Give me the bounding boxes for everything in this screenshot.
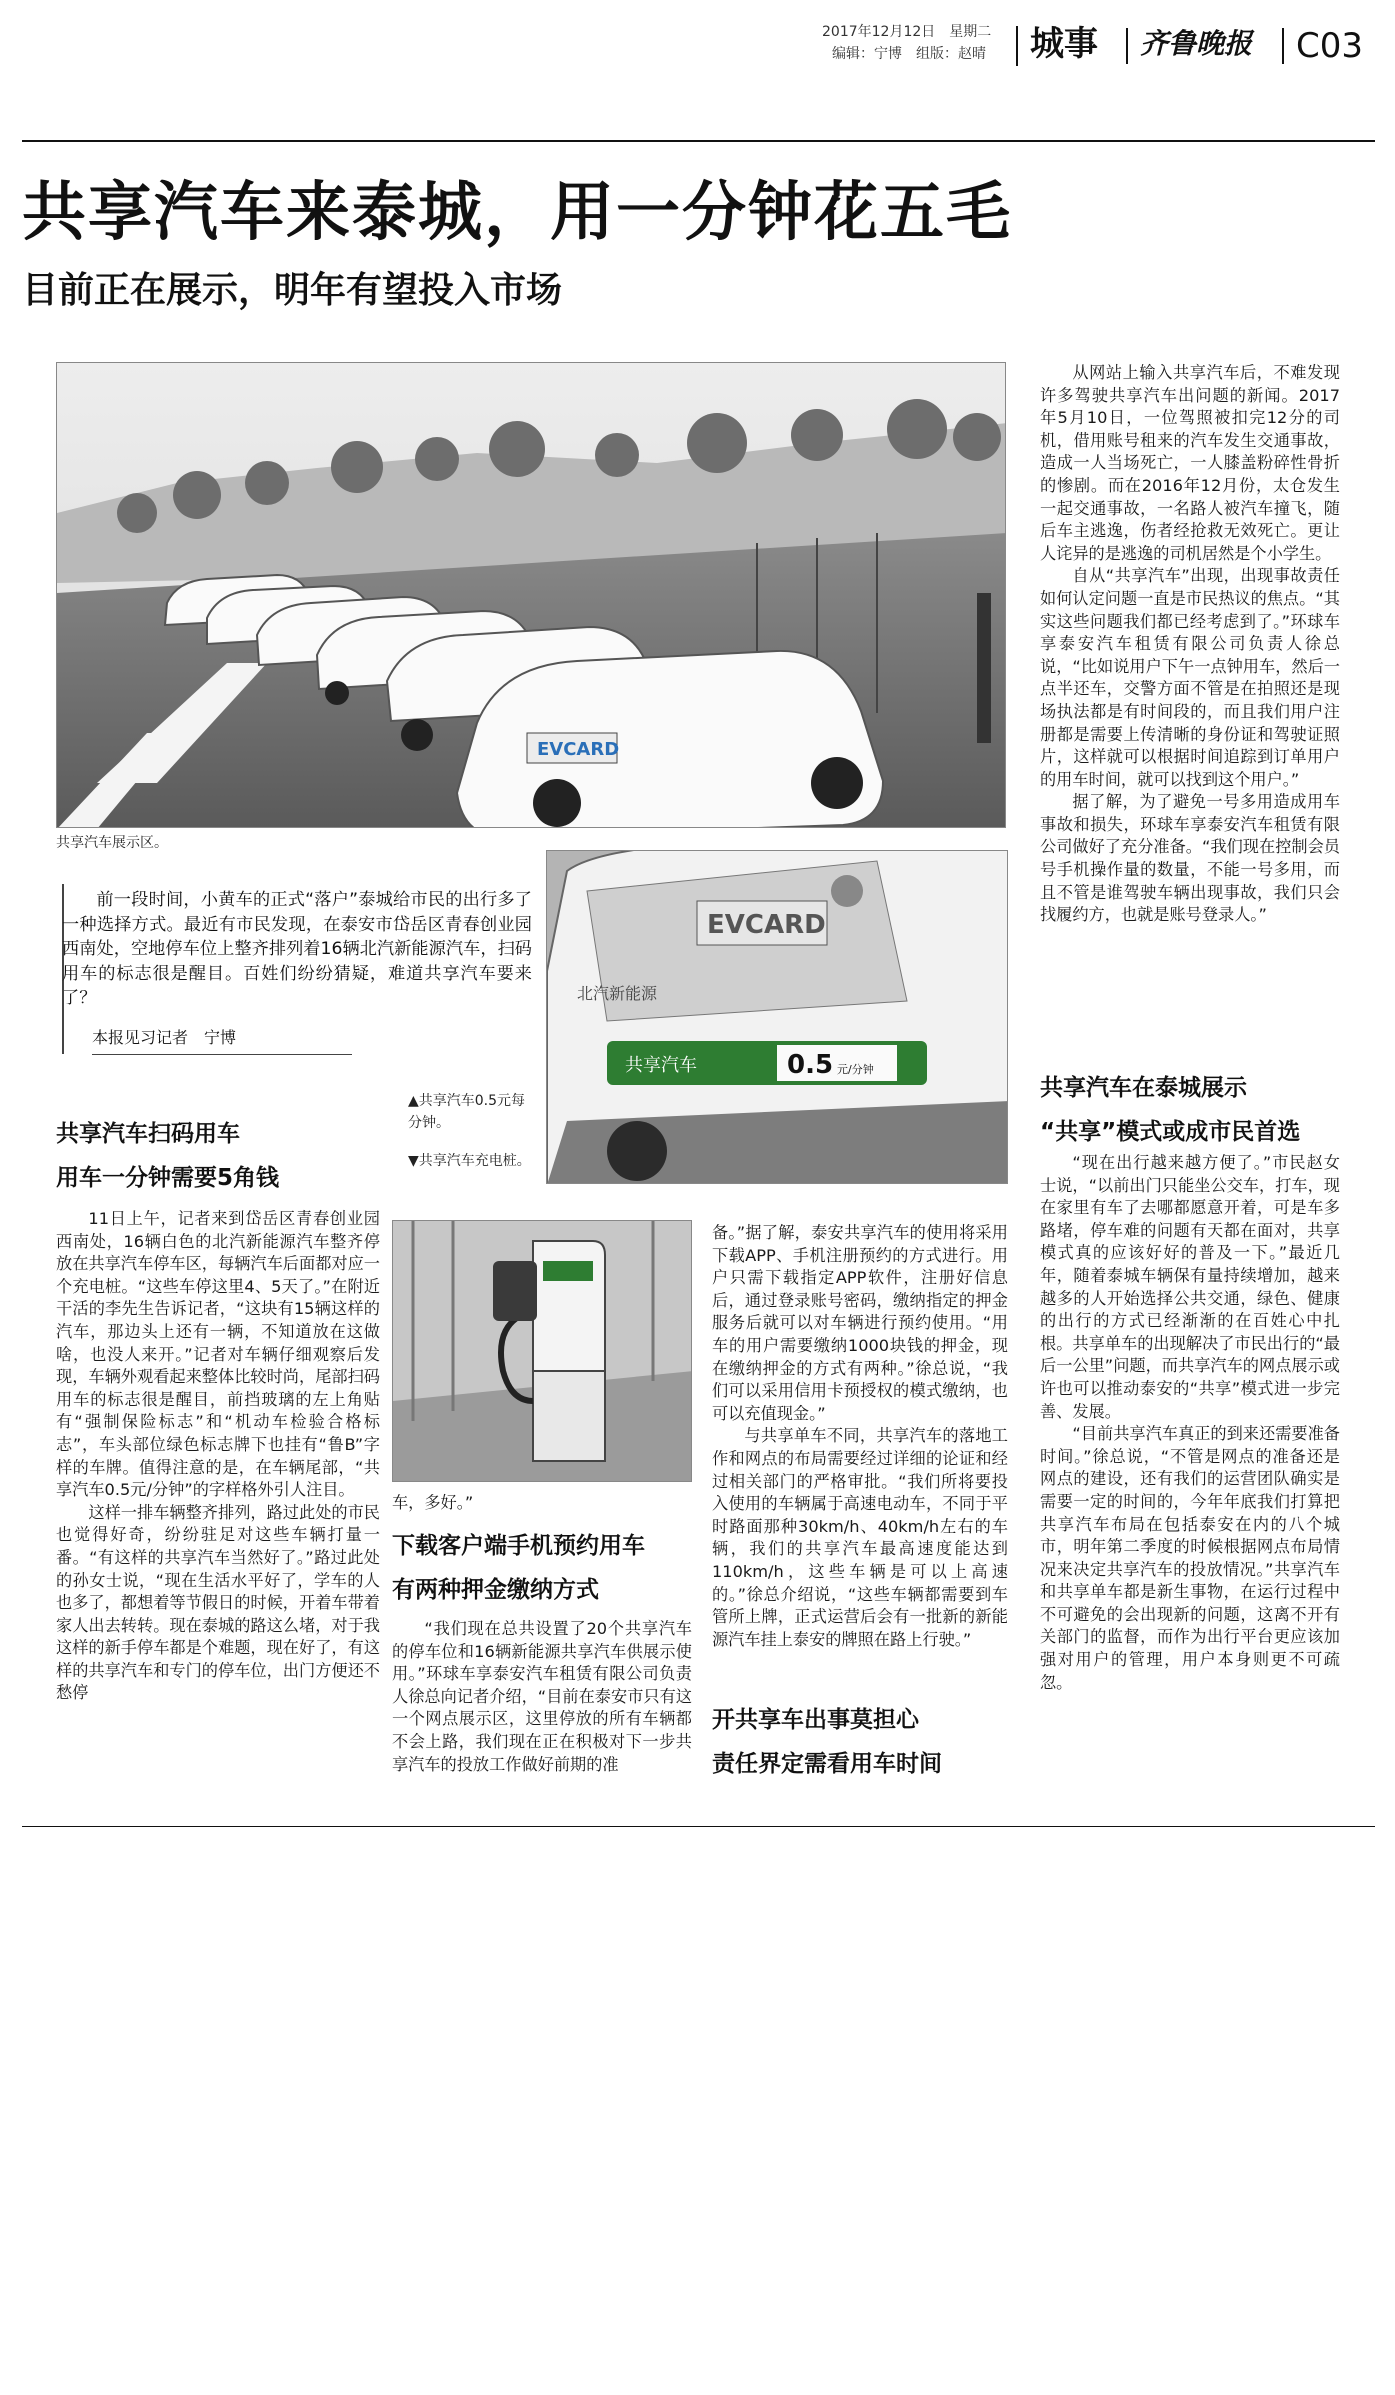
header-divider bbox=[1126, 28, 1128, 64]
section1-title-line1: 共享汽车扫码用车 bbox=[56, 1121, 240, 1147]
column-2 bbox=[392, 1492, 692, 1515]
intro-text bbox=[62, 888, 532, 1011]
section4-title-line2: “共享”模式或成市民首选 bbox=[1040, 1119, 1301, 1145]
headline: 共享汽车来泰城，用一分钟花五毛 bbox=[22, 176, 1012, 250]
header-divider bbox=[1282, 28, 1284, 64]
charger-pile-photo bbox=[393, 1221, 692, 1482]
section3-title-line1: 开共享车出事莫担心 bbox=[712, 1707, 919, 1733]
date-line: 2017年12月12日 星期二 bbox=[822, 24, 992, 40]
section3-title-line2: 责任界定需看用车时间 bbox=[712, 1751, 942, 1777]
section4-title-line1: 共享汽车在泰城展示 bbox=[1040, 1075, 1247, 1101]
column-4-bottom bbox=[1040, 1152, 1340, 1694]
section3-heading bbox=[712, 1698, 1008, 1786]
main-photo-plate: EVCARD bbox=[537, 739, 620, 760]
section2-title-line2: 有两种押金缴纳方式 bbox=[392, 1577, 599, 1603]
section4-heading bbox=[1040, 1066, 1360, 1154]
section3-paragraph-2: 与共享单车不同，共享汽车的落地工作和网点的布局需要经过详细的论证和经过相关部门的严格审批。“我们所将要投入使用的车辆属于高速电动车，不同于平时路面那种30km/h、40km/h左右的车辆，我们的共享汽车最高速度能达到110km/h，这些车辆是可以上高速的。”徐总介绍说，“这些车辆都需要到车管所上牌，正式运营后会有一批新的新能源汽车挂上泰安的牌照在路上行驶。” bbox=[712, 1426, 1008, 1649]
section3-paragraph-1: 备。”据了解，泰安共享汽车的使用将采用下载APP、手机注册预约的方式进行。用户只需下载指定APP软件，注册好信息后，通过登录账号密码，缴纳指定的押金服务后就可以对车辆进行预约使用。“用车的用户需要缴纳1000块钱的押金，现在缴纳押金的方式有两种。”徐总说，“我们可以采用信用卡预授权的模式缴纳，也可以充值现金。” bbox=[712, 1223, 1008, 1423]
paper-logo: 齐鲁晚报 bbox=[1140, 27, 1253, 60]
section2-heading bbox=[392, 1524, 692, 1612]
sticker-unit: 元/分钟 bbox=[837, 1063, 874, 1076]
sticker-price: 0.5 bbox=[787, 1050, 834, 1080]
column-3 bbox=[712, 1222, 1008, 1651]
section2-title-line1: 下载客户端手机预约用车 bbox=[392, 1533, 645, 1559]
sticker-label: 共享汽车 bbox=[625, 1055, 697, 1076]
cars-in-parking-photo bbox=[57, 363, 1006, 828]
section-name: 城事 bbox=[1030, 24, 1098, 64]
section4-paragraph-3: 据了解，为了避免一号多用造成用车事故和损失，环球车享泰安汽车租赁有限公司做好了充分准备。“我们现在控制会员号手机操作量的数量，不能一号多用，而且不管是谁驾驶车辆出现事故，我们只会找履约方，也就是账号登录人。” bbox=[1040, 792, 1340, 925]
main-photo bbox=[56, 362, 1006, 828]
section1-paragraph-1: 11日上午，记者来到岱岳区青春创业园西南处，16辆白色的北汽新能源汽车整齐停放在共享汽车停车区，每辆汽车后面都对应一个充电桩。“这些车停这里4、5天了。”在附近干活的李先生告诉记者，“这块有15辆这样的汽车，那边头上还有一辆，不知道放在这做啥，也没人来开。”记者对车辆仔细观察后发现，车辆外观看起来整体比较时尚，尾部扫码用车的标志很是醒目，前挡玻璃的左上角贴有“强制保险标志”和“机动车检验合格标志”，车头部位绿色标志牌下也挂有“鲁B”字样的车牌。值得注意的是，在车辆尾部，“共享汽车0.5元/分钟”的字样格外引人注目。 bbox=[56, 1209, 380, 1500]
main-photo-caption: 共享汽车展示区。 bbox=[56, 835, 168, 851]
section4-paragraph-5: “目前共享汽车真正的到来还需要准备时间。”徐总说，“不管是网点的准备还是网点的建设，还有我们的运营团队确实是需要一定的时间的，今年年底我们打算把共享汽车布局在包括泰安在内的八个城市，明年第二季度的时候根据网点布局情况来决定共享汽车的投放情况。”共享汽车和共享单车都是新生事物，在运行过程中不可避免的会出现新的问题，这离不开有关部门的监督，而作为出行平台更应该加强对用户的管理，用户本身则更不可疏忽。 bbox=[1040, 1424, 1340, 1692]
rear-model-text: 北汽新能源 bbox=[577, 984, 658, 1003]
editor-line: 编辑：宁博 组版：赵晴 bbox=[832, 46, 986, 62]
car-rear-photo bbox=[547, 851, 1008, 1184]
section1-title-line2: 用车一分钟需要5角钱 bbox=[56, 1165, 280, 1191]
section1-paragraph-2: 这样一排车辆整齐排列，路过此处的市民也觉得好奇，纷纷驻足对这些车辆打量一番。“有这样的共享汽车当然好了。”路过此处的孙女士说，“现在生活水平好了，学车的人也多了，都想着等节假日的时候，开着车带着家人出去转转。现在泰城的路这么堵，对于我这样的新手停车都是个难题，现在好了，有这样的共享汽车和专门的停车位，出门方便还不愁停 bbox=[56, 1502, 380, 1703]
section4-paragraph-4: “现在出行越来越方便了。”市民赵女士说，“以前出门只能坐公交车，打车，现在家里有车了去哪都愿意开着，可是车多路堵，停车难的问题有天都在面对，共享模式真的应该好好的普及一下。”最近几年，随着泰城车辆保有量持续增加，越来越多的人开始选择公共交通，绿色、健康的出行的方式已经渐渐的在百姓心中扎根。共享单车的出现解决了市民出行的“最后一公里”问题，而共享汽车的网点展示或许也可以推动泰安的“共享”模式进一步完善、发展。 bbox=[1040, 1153, 1340, 1421]
subheadline: 目前正在展示，明年有望投入市场 bbox=[22, 270, 563, 311]
section1-heading bbox=[56, 1112, 386, 1200]
intro-paragraph: 前一段时间，小黄车的正式“落户”泰城给市民的出行多了一种选择方式。最近有市民发现，在泰安市岱岳区青春创业园西南处，空地停车位上整齐排列着16辆北汽新能源汽车，扫码用车的标志很是醒目。百姓们纷纷猜疑，难道共享汽车要来了？ bbox=[62, 890, 532, 1009]
rear-brand-text: EVCARD bbox=[707, 910, 826, 940]
photo-caption-charger: ▼共享汽车充电桩。 bbox=[408, 1153, 531, 1169]
section4-paragraph-1: 从网站上输入共享汽车后，不难发现许多驾驶共享汽车出问题的新闻。2017年5月10日，一位驾照被扣完12分的司机，借用账号租来的汽车发生交通事故，造成一人当场死亡，一人膝盖粉碎性骨折的惨剧。而在2016年12月份，太仓发生一起交通事故，一名路人被汽车撞飞，随后车主逃逸，伤者经抢救无效死亡。更让人诧异的是逃逸的司机居然是个小学生。 bbox=[1040, 363, 1340, 563]
photo-caption-price: ▲共享汽车0.5元每分钟。 bbox=[408, 1093, 526, 1131]
charger-photo bbox=[392, 1220, 692, 1482]
section2-paragraph-1: “我们现在总共设置了20个共享汽车的停车位和16辆新能源共享汽车供展示使用。”环球车享泰安汽车租赁有限公司负责人徐总向记者介绍，“目前在泰安市只有这一个网点展示区，这里停放的所有车辆都不会上路，我们现在正在积极对下一步共享汽车的投放工作做好前期的准 bbox=[392, 1619, 692, 1774]
header-rule bbox=[22, 140, 1375, 142]
header-divider bbox=[1016, 26, 1018, 66]
column-4-top bbox=[1040, 362, 1340, 927]
rear-photo bbox=[546, 850, 1008, 1184]
page-number: C03 bbox=[1296, 26, 1364, 66]
byline: 本报见习记者 宁博 bbox=[92, 1028, 237, 1047]
column-2-body bbox=[392, 1618, 692, 1776]
section4-paragraph-2: 自从“共享汽车”出现，出现事故责任如何认定问题一直是市民热议的焦点。“其实这些问题我们都已经考虑到了。”环球车享泰安汽车租赁有限公司负责人徐总说，“比如说用户下午一点钟用车，然后一点半还车，交警方面不管是在拍照还是现场执法都是有时间段的，而且我们用户注册都是需要上传清晰的身份证和驾驶证照片，这样就可以根据时间追踪到订单用户的用车时间，就可以找到这个用户。” bbox=[1040, 566, 1340, 789]
footer-rule bbox=[22, 1826, 1375, 1827]
section2-continued: 车，多好。” bbox=[392, 1493, 474, 1512]
byline-rule bbox=[92, 1054, 352, 1055]
column-1 bbox=[56, 1208, 380, 1705]
